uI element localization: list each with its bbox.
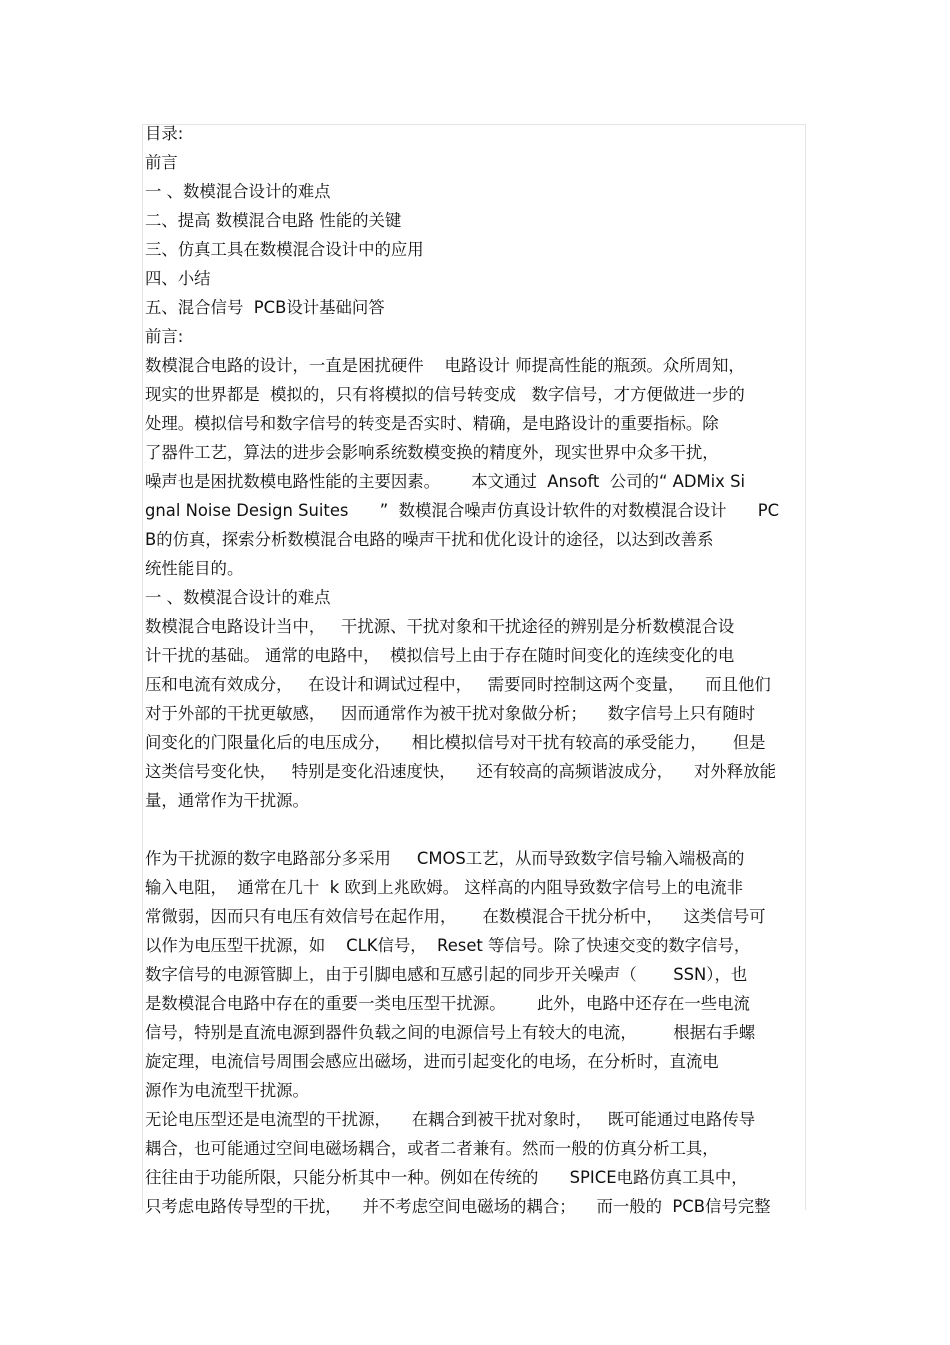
- section1-para2-line: 源作为电流型干扰源。: [145, 1081, 309, 1100]
- preface-line: 处理。模拟信号和数字信号的转变是否实时、精确，是电路设计的重要指标。除: [145, 414, 719, 433]
- preface-line: 数模混合电路的设计，一直是困扰硬件 电路设计 师提高性能的瓶颈。众所周知，: [145, 356, 745, 375]
- section1-para2-line: 常微弱，因而只有电压有效信号在起作用， 在数模混合干扰分析中， 这类信号可: [145, 907, 766, 926]
- section1-para2-line: 旋定理，电流信号周围会感应出磁场，进而引起变化的电场，在分析时，直流电: [145, 1052, 719, 1071]
- paragraph-spacer: [145, 815, 817, 844]
- section1-para2-line: 输入电阻， 通常在几十 k 欧到上兆欧姆。 这样高的内阻导致数字信号上的电流非: [145, 878, 744, 897]
- preface-line: 现实的世界都是 模拟的，只有将模拟的信号转变成 数字信号，才方便做进一步的: [145, 385, 745, 404]
- section1-heading: 一 、数模混合设计的难点: [145, 588, 331, 607]
- preface-line: gnal Noise Design Suites ” 数模混合噪声仿真设计软件的对数模混合设计 PC: [145, 501, 780, 520]
- toc-item-preface: 前言: [145, 153, 178, 172]
- section1-para1-line: 对于外部的干扰更敏感， 因而通常作为被干扰对象做分析； 数字信号上只有随时: [145, 704, 756, 723]
- section1-para3-line: 只考虑电路传导型的干扰， 并不考虑空间电磁场的耦合； 而一般的 PCB信号完整: [145, 1197, 771, 1216]
- toc-item-1: 一 、数模混合设计的难点: [145, 182, 331, 201]
- section1-para1-line: 量，通常作为干扰源。: [145, 791, 309, 810]
- toc-item-2: 二、提高 数模混合电路 性能的关键: [145, 211, 402, 230]
- preface-line: 统性能目的。: [145, 559, 244, 578]
- section1-para2-line: 数字信号的电源管脚上，由于引脚电感和互感引起的同步开关噪声（ SSN），也: [145, 965, 748, 984]
- section1-para2-line: 作为干扰源的数字电路部分多采用 CMOS工艺，从而导致数字信号输入端极高的: [145, 849, 745, 868]
- document-body: [145, 119, 817, 1221]
- section1-para3-line: 耦合，也可能通过空间电磁场耦合，或者二者兼有。然而一般的仿真分析工具，: [145, 1139, 719, 1158]
- section1-para1-line: 计干扰的基础。 通常的电路中， 模拟信号上由于存在随时间变化的连续变化的电: [145, 646, 735, 665]
- toc-item-5: 五、混合信号 PCB设计基础问答: [145, 298, 385, 317]
- section1-para2-line: 是数模混合电路中存在的重要一类电压型干扰源。 此外，电路中还存在一些电流: [145, 994, 750, 1013]
- preface-line: B的仿真，探索分析数模混合电路的噪声干扰和优化设计的途径，以达到改善系: [145, 530, 714, 549]
- toc-item-4: 四、小结: [145, 269, 211, 288]
- preface-line: 了器件工艺，算法的进步会影响系统数模变换的精度外，现实世界中众多干扰，: [145, 443, 719, 462]
- section1-para2-line: 以作为电压型干扰源，如 CLK信号， Reset 等信号。除了快速交变的数字信号，: [145, 936, 751, 955]
- section1-para2-line: 信号，特别是直流电源到器件负载之间的电源信号上有较大的电流， 根据右手螺: [145, 1023, 756, 1042]
- section1-para1-line: 间变化的门限量化后的电压成分， 相比模拟信号对干扰有较高的承受能力， 但是: [145, 733, 766, 752]
- section1-para1-line: 数模混合电路设计当中， 干扰源、干扰对象和干扰途径的辨别是分析数模混合设: [145, 617, 735, 636]
- section1-para3-line: 往往由于功能所限，只能分析其中一种。例如在传统的 SPICE电路仿真工具中，: [145, 1168, 748, 1187]
- section1-para1-line: 这类信号变化快， 特别是变化沿速度快， 还有较高的高频谐波成分， 对外释放能: [145, 762, 776, 781]
- toc-heading: 目录:: [145, 124, 184, 143]
- preface-line: 噪声也是困扰数模电路性能的主要因素。 本文通过 Ansoft 公司的“ ADMix Si: [145, 472, 746, 491]
- section1-para1-line: 压和电流有效成分， 在设计和调试过程中， 需要同时控制这两个变量， 而且他们: [145, 675, 771, 694]
- section1-para3-line: 无论电压型还是电流型的干扰源， 在耦合到被干扰对象时， 既可能通过电路传导: [145, 1110, 756, 1129]
- preface-heading: 前言:: [145, 327, 184, 346]
- toc-item-3: 三、仿真工具在数模混合设计中的应用: [145, 240, 424, 259]
